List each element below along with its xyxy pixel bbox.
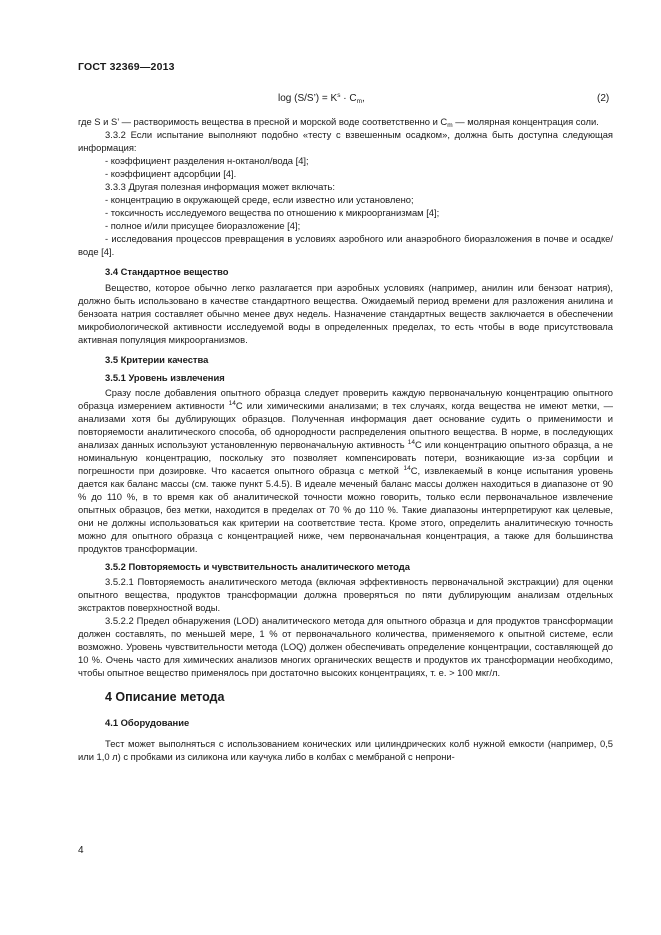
list-item: - полное и/или присущее биоразложение [4];	[105, 220, 301, 231]
page-number: 4	[78, 845, 84, 856]
clause-3-5-2-1: 3.5.2.1 Повторяемость аналитического метода (включая эффективность первоначальной экстракции) для оценки опытного вещества, продуктов трансформации должна проверяться по пяти дублирующим анализам отдельных экстрактов поверхностной воды.	[78, 576, 613, 613]
section-heading-3-5-2: 3.5.2 Повторяемость и чувствительность аналитического метода	[105, 561, 410, 572]
section-4-1-text: Тест может выполняться с использованием конических или цилиндрических колб нужной емкости (например, 0,5 или 1,0 л) с пробками из силикона или каучука либо в колбах с мембраной с непрони-	[78, 738, 613, 762]
list-item: - коэффициент адсорбции [4].	[105, 168, 237, 179]
section-heading-4: 4 Описание метода	[105, 690, 225, 704]
section-heading-3-4: 3.4 Стандартное вещество	[105, 266, 229, 277]
clause-3-3-2: 3.3.2 Если испытание выполняют подобно «тесту с взвешенным осадком», должна быть доступна следующая информация:	[78, 129, 613, 153]
clause-3-5-2-2: 3.5.2.2 Предел обнаружения (LOD) аналитического метода для опытного образца и для продуктов трансформации должен составлять, по меньшей мере, 1 % от первоначального количества, применяемого к опытной системе, если возможно. Уровень чувствительности метода (LOQ) должен обеспечивать определение концентрации, составляющей до 10 %. Очень часто для химических анализов многих органических веществ и продуктов их трансформации необходимо, чтобы опытное вещество применялось при достаточно высоких концентрациях, т. е. > 100 мкг/л.	[78, 615, 613, 678]
section-heading-4-1: 4.1 Оборудование	[105, 717, 190, 728]
section-heading-3-5: 3.5 Критерии качества	[105, 354, 209, 365]
section-heading-3-5-1: 3.5.1 Уровень извлечения	[105, 372, 225, 383]
section-3-4-text: Вещество, которое обычно легко разлагается при аэробных условиях (например, анилин или бензоат натрия), должно быть использовано в качестве стандартного вещества. Ожидаемый период времени для разложения анилина и бензоата натрия составляет обычно менее двух недель. Назначение стандартных веществ заключается в обеспечении микробиологической активности исследуемой воды в определенных пределах, то есть чтобы в воде присутствовала активная популяция микроорганизмов.	[78, 282, 613, 345]
list-item: - исследования процессов превращения в условиях аэробного или анаэробного биоразложения в почве и осадке/воде [4].	[78, 233, 613, 257]
list-item: - коэффициент разделения н-октанол/вода [4];	[105, 155, 309, 166]
formula-number: (2)	[597, 93, 610, 104]
standard-header: ГОСТ 32369—2013	[78, 61, 175, 73]
list-item: - концентрацию в окружающей среде, если известно или установлено;	[105, 194, 414, 205]
formula-2: log (S/S’) = $K^s \cdot C_m$,	[278, 92, 365, 105]
list-item: - токсичность исследуемого вещества по отношению к микроорганизмам [4];	[105, 207, 440, 218]
formula-explanation: где S и S’ — растворимость вещества в пресной и морской воде соответственно и $C_m$ — молярная концентрация соли.	[78, 116, 599, 129]
clause-3-3-3: 3.3.3 Другая полезная информация может включать:	[105, 181, 335, 192]
section-3-5-1-text: Сразу после добавления опытного образца следует проверить каждую первоначальную концентрацию опытного образца измерением активности $^{14}$C или химическими анализами; в тех случаях, когда вещества не имеют метки, — анализами хотя бы дублирующих образцов. Полученная информация дает основание судить о применимости и повторяемости аналитического способа, об однородности распределения опытного вещества. В норме, в последующих анализах данных используют установленную первоначальную активность $^{14}$C или концентрацию опытного образца, а не номинальную концентрацию, поскольку это позволяет компенсировать потери, возникающие из-за сорбции и погрешности при дозировке. Что касается опытного образца с меткой $^{14}$C, извлекаемый в конце испытания уровень дается как баланс массы (см. также пункт 5.4.5). В идеале меченый баланс массы должен находиться в диапазоне от 90 % до 110 %, в то время как об аналитической точности можно говорить, только если первоначальное извлечение опытных образцов, без метки, находится в пределах от 70 % до 110 %. Такие диапазоны интерпретируют как целевые, они не должны использоваться как критерии на соответствие теста. Кроме этого, определить аналитическую точность можно для опытного образца с концентрацией ниже, чем первоначальная концентрация, а также для большинства продуктов трансформации.	[78, 387, 614, 554]
document-body	[78, 115, 613, 763]
